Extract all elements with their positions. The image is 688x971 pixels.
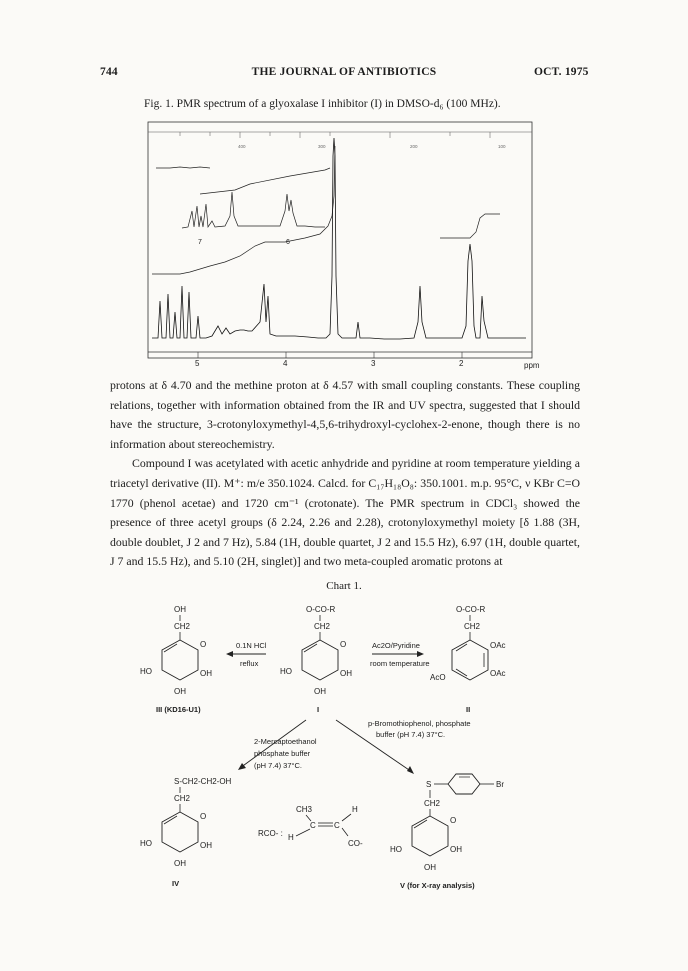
r-h-upper: H [352,805,358,814]
compound-I [280,605,352,714]
integral-step-right [440,214,500,238]
body-text [110,376,580,572]
expansion-baseline [156,167,210,168]
x-tick-label: 2 [459,359,464,368]
top-scale-label: 100 [498,144,506,149]
compound-III [140,605,212,714]
paragraph-2: Compound I was acetylated with acetic anhydride and pyridine at room temperature yielding a triacetyl derivative (II). M⁺: m/e 350.1024. Calcd. for C₁₇H₁₈O₈: 350.1001. m.p. 95°C, ν KBr C=O 1770 (phenol acetae) and 1720 cm⁻¹ (crotonate). The PMR spectrum in CDCl₃ showed the presence of three acetyl groups (δ 2.24, 2.26 and 2.28), crotonyloxymethyl moiety [δ 1.88 (3H, double doublet, J 2 and 7 Hz), 5.84 (1H, double quartet, J 2 and 15.5 Hz), 6.97 (1H, double quartet, J 7 and 15.5 Hz), and 5.10 (2H, singlet)] and two meta-coupled aromatic protons at [110,456,580,569]
I-oh-right: OH [340,669,352,678]
r-h-lower: H [288,833,294,842]
I-ketone-o: O [340,640,347,649]
I-ring [302,640,338,680]
thiol-reagent-v: p-Bromothiophenol, phosphate [368,719,471,728]
x-axis-unit: ppm [524,361,540,370]
IV-oh-right: OH [200,841,212,850]
r-ch3: CH3 [296,805,313,814]
II-ester-top: O-CO-R [456,605,486,614]
acid-reagent: 0.1N HCl [236,641,267,650]
acetylation-reagent: Ac2O/Pyridine [372,641,420,650]
arrow-to-III [226,641,267,668]
V-bromine: Br [496,780,504,789]
III-ring [162,640,198,680]
IV-thioether: S-CH2-CH2-OH [174,777,232,786]
paragraph-1: protons at δ 4.70 and the methine proton at δ 4.57 with small coupling constants. These coupling relations, together with information obtained from the IR and UV spectra, suggested that I should have the structure, 3-crotonyloxymethyl-4,5,6-trihydroxyl-cyclohex-2-enone, though there is no information about stereochemistry. [110,378,580,451]
x-tick-label: 3 [371,359,376,368]
I-ester-top: O-CO-R [306,605,336,614]
III-ho: HO [140,667,152,676]
r-carbon-2: C [334,821,340,830]
main-integral [152,146,335,274]
II-label: II [466,705,471,714]
peak-label-7: 7 [198,239,202,246]
II-aromatic-ring [452,640,488,680]
chart-title: Chart 1. [326,580,362,592]
IV-ketone-o: O [200,812,207,821]
III-label: III (KD16-U1) [156,705,201,714]
V-ho: HO [390,845,402,854]
pmr-spectrum [140,116,550,374]
reflux-condition: reflux [240,659,259,668]
V-oh-right: OH [450,845,462,854]
top-scale-label: 400 [238,144,246,149]
IV-oh-bottom: OH [174,859,186,868]
page-number: 744 [100,66,118,78]
II-oac-upper: OAc [490,641,506,650]
journal-title: THE JOURNAL OF ANTIBIOTICS [251,66,437,78]
II-oac-lower: OAc [490,669,506,678]
III-oh-bottom: OH [174,687,186,696]
expansion-trace [182,192,325,228]
expansion-integral [200,168,330,194]
ph-temp-iv: (pH 7.4) 37°C. [254,761,303,770]
III-ketone-o: O [200,640,207,649]
spectrum-frame [148,122,532,358]
III-oh-right: OH [200,669,212,678]
V-ch2: CH2 [424,799,441,808]
acetylation-condition: room temperature [370,659,430,668]
arrow-to-IV [238,720,317,770]
V-oh-bottom: OH [424,863,436,872]
compound-II [430,605,506,714]
reaction-scheme [130,596,560,896]
x-tick-label: 4 [283,359,288,368]
III-ch2: CH2 [174,622,191,631]
V-ketone-o: O [450,816,457,825]
V-sulfur: S [426,780,432,789]
V-label: V (for X-ray analysis) [400,881,475,890]
I-ho: HO [280,667,292,676]
figure-caption: Fig. 1. PMR spectrum of a glyoxalase I inhibitor (I) in DMSO-d₆ (100 MHz). [144,98,501,110]
I-label: I [317,705,320,714]
top-scale-ticks [180,132,490,138]
top-scale-label: 300 [318,144,326,149]
I-ch2: CH2 [314,622,331,631]
arrow-to-II [370,641,430,668]
r-carbonyl: CO- [348,839,363,848]
buffer-iv: phosphate buffer [254,749,311,758]
II-ch2: CH2 [464,622,481,631]
x-axis-ticks [198,352,462,358]
II-aco: AcO [430,673,446,682]
x-tick-label: 5 [195,359,200,368]
compound-V [390,774,504,890]
compound-IV [140,777,232,888]
top-scale-label: 200 [410,144,418,149]
IV-ring [162,812,198,852]
r-group-definition [258,805,363,848]
issue-date: OCT. 1975 [534,66,589,78]
V-ring [412,816,448,856]
IV-label: IV [172,879,180,888]
r-carbon-1: C [310,821,316,830]
buffer-v: buffer (pH 7.4) 37°C. [376,730,446,739]
r-prefix: RCO- : [258,829,283,838]
I-oh-bottom: OH [314,687,326,696]
peak-label-6: 6 [286,239,290,246]
arrow-to-V [336,719,471,774]
IV-ho: HO [140,839,152,848]
III-oh-top: OH [174,605,186,614]
thiol-reagent-iv: 2-Mercaptoethanol [254,737,317,746]
IV-ch2: CH2 [174,794,191,803]
